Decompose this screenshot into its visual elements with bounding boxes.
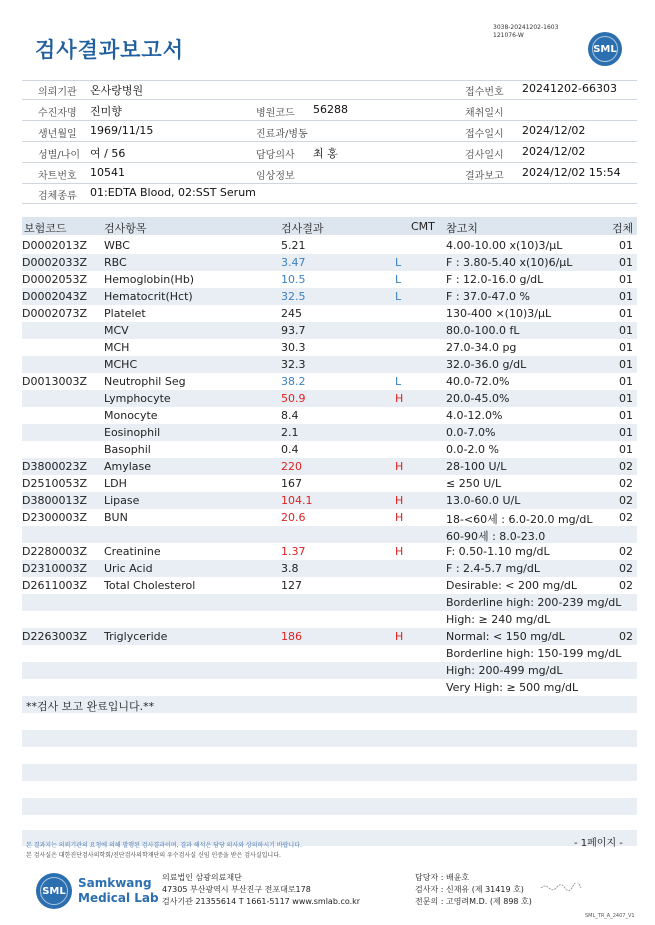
completion-row bbox=[22, 696, 637, 713]
test-result: 127 bbox=[281, 579, 302, 592]
reference-range: Very High: ≥ 500 mg/dL bbox=[446, 681, 579, 694]
reception-field-value: 2024/12/02 15:54 bbox=[522, 166, 621, 179]
test-result: 93.7 bbox=[281, 324, 306, 337]
specimen-code: 01 bbox=[619, 256, 633, 269]
specimen-code: 02 bbox=[619, 511, 633, 524]
reception-field-label: 접수번호 bbox=[465, 87, 504, 98]
test-result: 220 bbox=[281, 460, 302, 473]
test-name: WBC bbox=[104, 239, 130, 252]
test-result: 3.47 bbox=[281, 256, 306, 269]
test-result: 38.2 bbox=[281, 375, 306, 388]
result-flag: H bbox=[395, 392, 404, 405]
table-row bbox=[22, 373, 637, 390]
header-divider bbox=[22, 99, 637, 100]
patient-field-label: 수진자명 bbox=[38, 108, 77, 119]
reference-range: Borderline high: 150-199 mg/dL bbox=[446, 647, 622, 660]
result-flag: L bbox=[395, 290, 402, 303]
reference-range: F: 0.50-1.10 mg/dL bbox=[446, 545, 550, 558]
insurance-code: D0002053Z bbox=[22, 273, 87, 286]
insurance-code: D3800013Z bbox=[22, 494, 87, 507]
reference-range: Normal: < 150 mg/dL bbox=[446, 630, 565, 643]
reference-range: 60-90세 : 8.0-23.0 bbox=[446, 530, 546, 543]
sml-logo-icon: SML bbox=[588, 32, 622, 66]
insurance-code: D2611003Z bbox=[22, 579, 87, 592]
reference-range: 20.0-45.0% bbox=[446, 392, 510, 405]
reference-range: 40.0-72.0% bbox=[446, 375, 510, 388]
reference-range: ≤ 250 U/L bbox=[446, 477, 502, 490]
hospital-field-value: 56288 bbox=[313, 103, 348, 116]
test-name: Basophil bbox=[104, 443, 151, 456]
specimen-code: 02 bbox=[619, 545, 633, 558]
patient-field-value: 10541 bbox=[90, 166, 125, 179]
sml-logo-icon: SML bbox=[36, 873, 72, 909]
table-row bbox=[22, 492, 637, 509]
test-result: 10.5 bbox=[281, 273, 306, 286]
reference-range: F : 37.0-47.0 % bbox=[446, 290, 530, 303]
specimen-code: 01 bbox=[619, 409, 633, 422]
page-number: - 1페이지 - bbox=[574, 838, 623, 849]
table-row bbox=[22, 594, 637, 611]
reference-range: 27.0-34.0 pg bbox=[446, 341, 517, 354]
test-result: 2.1 bbox=[281, 426, 299, 439]
test-result: 245 bbox=[281, 307, 302, 320]
reference-range: 28-100 U/L bbox=[446, 460, 507, 473]
specimen-code: 01 bbox=[619, 239, 633, 252]
patient-field-label: 차트번호 bbox=[38, 171, 77, 182]
reference-range: Borderline high: 200-239 mg/dL bbox=[446, 596, 622, 609]
lab-contact: 검사기관 21355614 T 1661-5117 www.smlab.co.kr bbox=[162, 897, 361, 906]
insurance-code: D2510053Z bbox=[22, 477, 87, 490]
test-name: Neutrophil Seg bbox=[104, 375, 186, 388]
table-row bbox=[22, 407, 637, 424]
test-result: 186 bbox=[281, 630, 302, 643]
header-divider bbox=[22, 141, 637, 142]
reference-range: 0.0-7.0% bbox=[446, 426, 496, 439]
hospital-field-label: 임상정보 bbox=[256, 171, 295, 182]
table-row bbox=[22, 458, 637, 475]
col-header-cmt: CMT bbox=[411, 220, 435, 233]
table-row bbox=[22, 543, 637, 560]
patient-field-value: 온사랑병원 bbox=[90, 84, 144, 97]
test-result: 0.4 bbox=[281, 443, 299, 456]
specimen-code: 01 bbox=[619, 307, 633, 320]
reference-range: 130-400 ×(10)3/μL bbox=[446, 307, 552, 320]
hospital-field-value: 최 홍 bbox=[313, 147, 338, 160]
table-row bbox=[22, 288, 637, 305]
test-name: Hemoglobin(Hb) bbox=[104, 273, 195, 286]
col-header-result: 검사결과 bbox=[281, 222, 324, 235]
table-row bbox=[22, 441, 637, 458]
table-row bbox=[22, 628, 637, 645]
test-name: Lipase bbox=[104, 494, 140, 507]
test-name: Monocyte bbox=[104, 409, 158, 422]
test-result: 167 bbox=[281, 477, 302, 490]
patient-field-value: 01:EDTA Blood, 02:SST Serum bbox=[90, 186, 256, 199]
reception-field-value: 2024/12/02 bbox=[522, 124, 586, 137]
test-name: BUN bbox=[104, 511, 128, 524]
reference-range: High: ≥ 240 mg/dL bbox=[446, 613, 551, 626]
table-row bbox=[22, 339, 637, 356]
reference-range: 0.0-2.0 % bbox=[446, 443, 499, 456]
specimen-code: 02 bbox=[619, 477, 633, 490]
test-result: 3.8 bbox=[281, 562, 299, 575]
insurance-code: D0013003Z bbox=[22, 375, 87, 388]
insurance-code: D0002013Z bbox=[22, 239, 87, 252]
insurance-code: D2310003Z bbox=[22, 562, 87, 575]
reference-range: 80.0-100.0 fL bbox=[446, 324, 520, 337]
test-name: Triglyceride bbox=[104, 630, 168, 643]
table-row bbox=[22, 577, 637, 594]
result-flag: H bbox=[395, 545, 404, 558]
reference-range: Desirable: < 200 mg/dL bbox=[446, 579, 578, 592]
test-name: RBC bbox=[104, 256, 127, 269]
insurance-code: D0002043Z bbox=[22, 290, 87, 303]
footnote-disclaimer: 본 결과지는 의뢰기관의 요청에 의해 발행된 검사결과이며, 결과 해석은 담당 의사와 상의하시기 바랍니다. bbox=[26, 842, 302, 849]
patient-field-label: 의뢰기관 bbox=[38, 87, 77, 98]
test-name: Platelet bbox=[104, 307, 146, 320]
patient-field-label: 성별/나이 bbox=[38, 150, 81, 161]
signature-scribble bbox=[540, 883, 582, 891]
hospital-field-label: 진료과/병동 bbox=[256, 129, 308, 140]
table-row bbox=[22, 560, 637, 577]
test-result: 104.1 bbox=[281, 494, 313, 507]
test-result: 30.3 bbox=[281, 341, 306, 354]
form-version: SML_TR_A_2407_V1 bbox=[585, 913, 635, 919]
table-row bbox=[22, 390, 637, 407]
specimen-code: 02 bbox=[619, 494, 633, 507]
staff-manager: 담당자 : 배윤호 bbox=[415, 873, 470, 882]
reception-field-label: 검사일시 bbox=[465, 150, 504, 161]
result-flag: H bbox=[395, 494, 404, 507]
reception-field-value: 2024/12/02 bbox=[522, 145, 586, 158]
test-name: LDH bbox=[104, 477, 127, 490]
table-row bbox=[22, 526, 637, 543]
col-header-reference: 참고치 bbox=[446, 222, 478, 235]
hospital-field-label: 병원코드 bbox=[256, 108, 295, 119]
test-name: Hematocrit(Hct) bbox=[104, 290, 193, 303]
reference-range: 13.0-60.0 U/L bbox=[446, 494, 521, 507]
patient-field-label: 검체종류 bbox=[38, 191, 77, 202]
specimen-code: 02 bbox=[619, 630, 633, 643]
table-row bbox=[22, 322, 637, 339]
completion-note: **검사 보고 완료입니다.** bbox=[26, 700, 155, 713]
result-flag: L bbox=[395, 375, 402, 388]
result-flag: H bbox=[395, 511, 404, 524]
document-id-line: 121076-W bbox=[493, 32, 524, 39]
result-flag: L bbox=[395, 256, 402, 269]
insurance-code: D0002073Z bbox=[22, 307, 87, 320]
patient-field-value: 진미향 bbox=[90, 105, 122, 118]
table-row bbox=[22, 424, 637, 441]
empty-row bbox=[22, 798, 637, 815]
staff-specialist: 전문의 : 고영려M.D. (제 898 호) bbox=[415, 897, 532, 906]
insurance-code: D2263003Z bbox=[22, 630, 87, 643]
col-header-test: 검사항목 bbox=[104, 222, 147, 235]
specimen-code: 01 bbox=[619, 290, 633, 303]
footnote-certification: 본 검사실은 대한진단검사의학회/진단검사의학재단의 우수검사실 신임 인증을 받은 검사실입니다. bbox=[26, 852, 281, 859]
insurance-code: D0002033Z bbox=[22, 256, 87, 269]
result-flag: H bbox=[395, 460, 404, 473]
table-row bbox=[22, 254, 637, 271]
test-name: Amylase bbox=[104, 460, 152, 473]
hospital-field-label: 담당의사 bbox=[256, 150, 295, 161]
specimen-code: 02 bbox=[619, 579, 633, 592]
reception-field-label: 채취일시 bbox=[465, 108, 504, 119]
table-row bbox=[22, 611, 637, 628]
table-row bbox=[22, 662, 637, 679]
report-title: 검사결과보고서 bbox=[35, 38, 185, 62]
table-row bbox=[22, 475, 637, 492]
specimen-code: 02 bbox=[619, 562, 633, 575]
specimen-code: 01 bbox=[619, 324, 633, 337]
document-id-line: 3038-20241202-1603 bbox=[493, 24, 559, 31]
lab-address: 47305 부산광역시 부산진구 전포대로178 bbox=[162, 885, 311, 894]
reception-field-label: 결과보고 bbox=[465, 171, 504, 182]
document-id bbox=[493, 24, 558, 40]
table-row bbox=[22, 356, 637, 373]
reference-range: F : 3.80-5.40 x(10)6/μL bbox=[446, 256, 573, 269]
test-name: MCHC bbox=[104, 358, 138, 371]
specimen-code: 01 bbox=[619, 392, 633, 405]
header-divider bbox=[22, 183, 637, 184]
specimen-code: 01 bbox=[619, 358, 633, 371]
patient-field-value: 1969/11/15 bbox=[90, 124, 154, 137]
table-row bbox=[22, 679, 637, 696]
test-result: 5.21 bbox=[281, 239, 306, 252]
reference-range: F : 12.0-16.0 g/dL bbox=[446, 273, 544, 286]
test-name: Eosinophil bbox=[104, 426, 161, 439]
table-row bbox=[22, 271, 637, 288]
test-name: Total Cholesterol bbox=[104, 579, 196, 592]
test-result: 8.4 bbox=[281, 409, 299, 422]
specimen-code: 01 bbox=[619, 375, 633, 388]
header-divider bbox=[22, 80, 637, 81]
reference-range: 18-<60세 : 6.0-20.0 mg/dL bbox=[446, 513, 593, 526]
test-name: Uric Acid bbox=[104, 562, 153, 575]
specimen-code: 01 bbox=[619, 426, 633, 439]
reference-range: High: 200-499 mg/dL bbox=[446, 664, 563, 677]
empty-row bbox=[22, 764, 637, 781]
reference-range: 4.0-12.0% bbox=[446, 409, 503, 422]
header-divider bbox=[22, 203, 637, 204]
specimen-code: 02 bbox=[619, 460, 633, 473]
reception-field-value: 20241202-66303 bbox=[522, 82, 617, 95]
table-row bbox=[22, 645, 637, 662]
table-row bbox=[22, 237, 637, 254]
insurance-code: D2280003Z bbox=[22, 545, 87, 558]
test-name: MCV bbox=[104, 324, 129, 337]
col-header-code: 보험코드 bbox=[24, 222, 67, 235]
specimen-code: 01 bbox=[619, 341, 633, 354]
test-result: 32.3 bbox=[281, 358, 306, 371]
reference-range: 32.0-36.0 g/dL bbox=[446, 358, 527, 371]
col-header-specimen: 검체 bbox=[612, 222, 634, 235]
result-flag: H bbox=[395, 630, 404, 643]
lab-name: Medical Lab bbox=[78, 891, 159, 905]
test-name: MCH bbox=[104, 341, 130, 354]
test-result: 20.6 bbox=[281, 511, 306, 524]
header-divider bbox=[22, 162, 637, 163]
header-divider bbox=[22, 120, 637, 121]
reference-range: F : 2.4-5.7 mg/dL bbox=[446, 562, 540, 575]
test-name: Lymphocyte bbox=[104, 392, 171, 405]
lab-organization: 의료법인 삼광의료재단 bbox=[162, 873, 242, 882]
result-flag: L bbox=[395, 273, 402, 286]
insurance-code: D2300003Z bbox=[22, 511, 87, 524]
test-result: 1.37 bbox=[281, 545, 306, 558]
table-row bbox=[22, 305, 637, 322]
patient-field-value: 여 / 56 bbox=[90, 147, 126, 160]
test-result: 32.5 bbox=[281, 290, 306, 303]
table-row bbox=[22, 509, 637, 526]
insurance-code: D3800023Z bbox=[22, 460, 87, 473]
lab-name: Samkwang bbox=[78, 876, 152, 890]
patient-field-label: 생년월일 bbox=[38, 129, 77, 140]
specimen-code: 01 bbox=[619, 443, 633, 456]
staff-tester: 검사자 : 신재유 (제 31419 호) bbox=[415, 885, 524, 894]
specimen-code: 01 bbox=[619, 273, 633, 286]
reference-range: 4.00-10.00 x(10)3/μL bbox=[446, 239, 563, 252]
test-name: Creatinine bbox=[104, 545, 161, 558]
reception-field-label: 접수일시 bbox=[465, 129, 504, 140]
empty-row bbox=[22, 730, 637, 747]
test-result: 50.9 bbox=[281, 392, 306, 405]
